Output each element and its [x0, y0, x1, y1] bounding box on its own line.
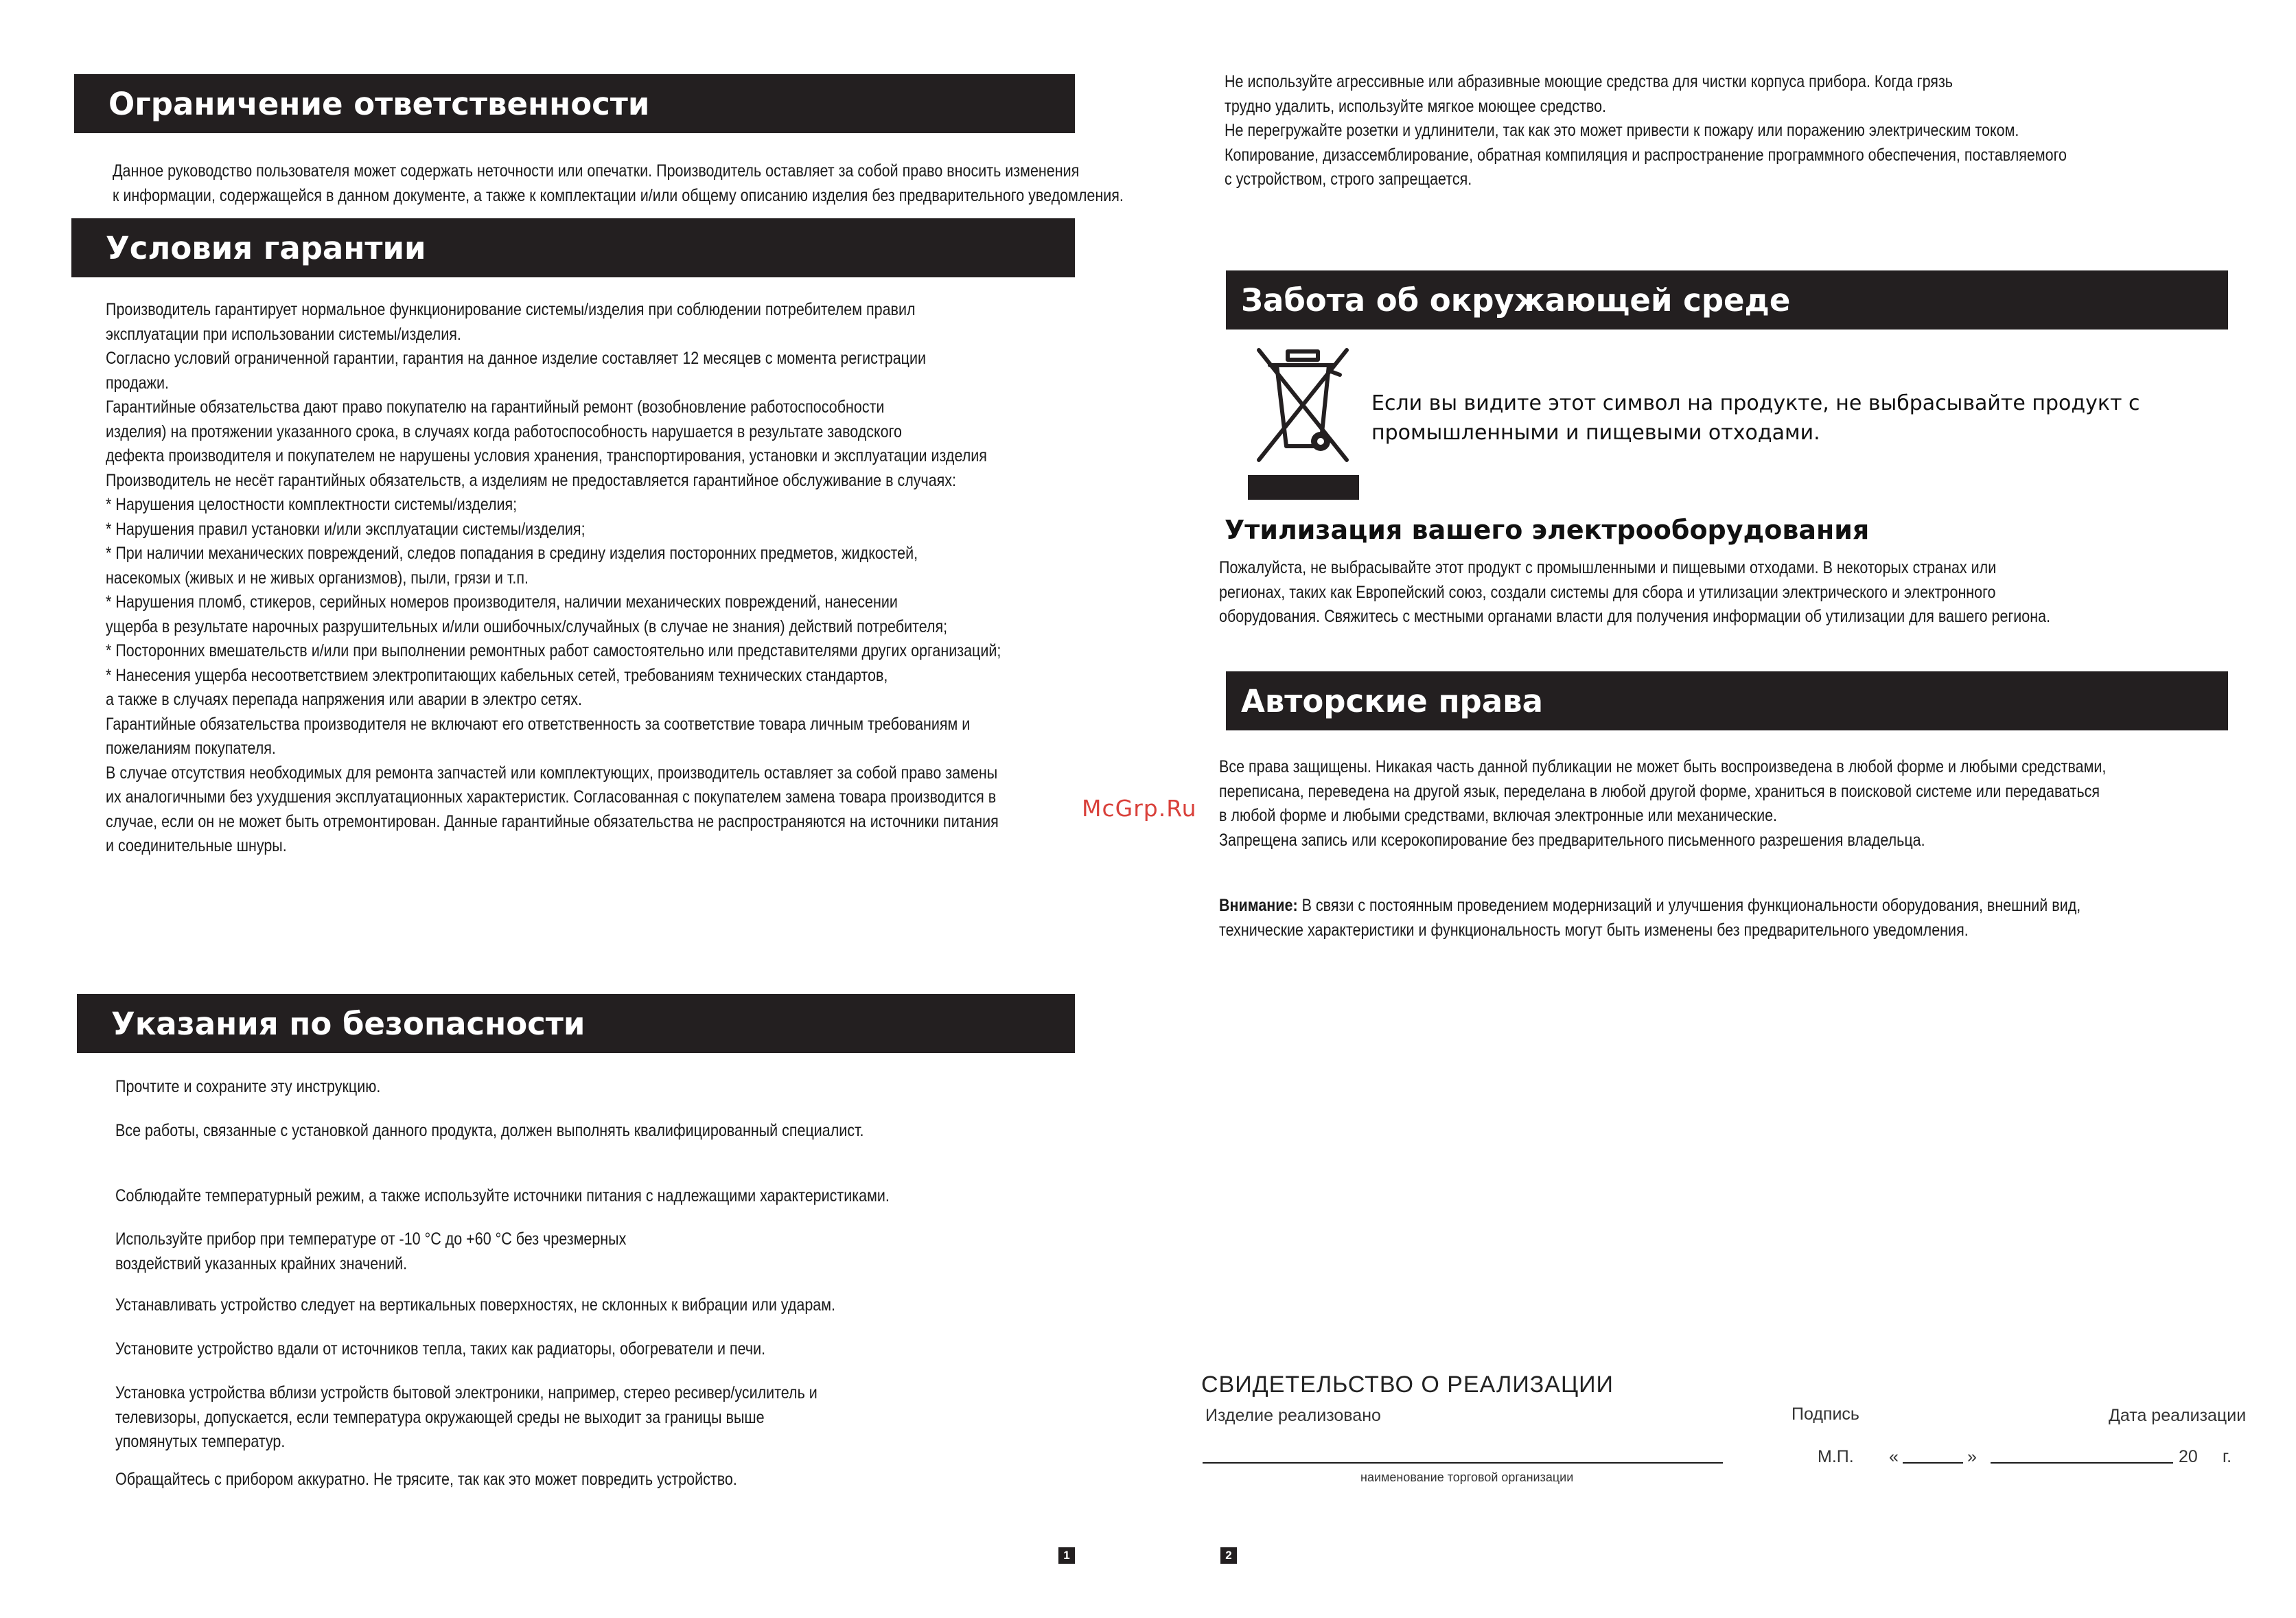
safety-item: Установите устройство вдали от источников тепла, таких как радиаторы, обогреватели и печи. [115, 1339, 766, 1359]
section-header-safety [77, 994, 1075, 1053]
organization-caption: наименование торговой организации [1360, 1470, 1574, 1484]
safety-item: Соблюдайте температурный режим, а также используйте источники питания с надлежащими характеристиками. [115, 1186, 890, 1205]
cleaning-text: Не используйте агрессивные или абразивные моющие средства для чистки корпуса прибора. Когда грязь трудно удалить, используйте мягкое моющее средство. Не перегружайте розетки и удлинители, так как это может привести к пожару или поражению электрическим током. Копирование, дизассемблирование, обратная компиляция и распространение программного обеспечения, поставляемого с устройством, строго запрещается. [1225, 72, 2067, 189]
safety-item: Все работы, связанные с установкой данного продукта, должен выполнять квалифицированный специалист. [115, 1121, 864, 1140]
certificate-title: СВИДЕТЕЛЬСТВО О РЕАЛИЗАЦИИ [1201, 1372, 1614, 1398]
environment-symbol-text: Если вы видите этот символ на продукте, не выбрасывайте продукт с промышленными и пищевыми отходами. [1371, 391, 2140, 445]
liability-title: Ограничение ответственности [108, 85, 650, 122]
date-label: Дата реализации [2109, 1406, 2247, 1425]
copyright-title: Авторские права [1241, 682, 1543, 719]
disposal-title: Утилизация вашего электрооборудования [1225, 515, 1870, 545]
safety-title: Указания по безопасности [111, 1005, 585, 1042]
safety-item: Установка устройства вблизи устройств бытовой электроники, например, стерео ресивер/усилитель и телевизоры, допускается, если температура окружающей среды не выходит за границы выше упомянутых температур. [115, 1383, 817, 1451]
section-header-liability [74, 74, 1075, 133]
year-prefix: 20 [2179, 1447, 2198, 1466]
safety-item: Используйте прибор при температуре от -10 °С до +60 °С без чрезмерных воздействий указанных крайних значений. [115, 1229, 627, 1273]
liability-text: Данное руководство пользователя может содержать неточности или опечатки. Производитель оставляет за собой право вносить изменения к информации, содержащейся в данном документе, а также к комплектации и/или общему описанию изделия без предварительного уведомления. [113, 161, 1124, 205]
environment-title: Забота об окружающей среде [1241, 281, 1791, 319]
signature-label: Подпись [1791, 1405, 1859, 1424]
page-number-2: 2 [1220, 1547, 1237, 1564]
safety-item: Прочтите и сохраните эту инструкцию. [115, 1077, 381, 1096]
attention-label: Внимание: [1219, 896, 1298, 915]
quote-close: » [1967, 1447, 1977, 1466]
day-line[interactable] [1903, 1462, 1963, 1464]
attention-text: Внимание: В связи с постоянным проведением модернизаций и улучшения функциональности оборудования, внешний вид, технические характеристики и функциональность могут быть изменены без предварительного уведомления. [1219, 896, 2081, 940]
watermark: McGrp.Ru [1082, 795, 1197, 822]
section-header-warranty [71, 218, 1075, 277]
year-suffix: г. [2223, 1447, 2232, 1466]
quote-open: « [1889, 1447, 1899, 1466]
safety-item: Обращайтесь с прибором аккуратно. Не трясите, так как это может повредить устройство. [115, 1470, 737, 1489]
organization-line[interactable] [1203, 1462, 1723, 1464]
sold-label: Изделие реализовано [1205, 1406, 1381, 1425]
warranty-text: Производитель гарантирует нормальное функционирование системы/изделия при соблюдении потребителем правил эксплуатации при использовании системы/изделия. Согласно условий ограниченной гарантии, гарантия на данное изделие составляет 12 месяцев с момента регистрации продажи. Гарантийные обязательства дают право покупателю на гарантийный ремонт (возобновление работоспособности изделия) на протяжении указанного срока, в случаях когда работоспособность нарушается в результате заводского дефекта производителя и покупателем не нарушены условия хранения, транспортирования, установки и эксплуатации изделия Производитель не несёт гарантийных обязательств, а изделиям не предоставляется гарантийное обслуживание в случаях: * Нарушения целостности комплектности системы/изделия; * Нарушения правил установки и/или эксплуатации системы/изделия; * При наличии механических повреждений, следов попадания в средину изделия посторонних предметов, жидкостей, насекомых (живых и не живых организмов), пыли, грязи и т.п. * Нарушения пломб, стикеров, серийных номеров производителя, наличии механических повреждений, нанесении ущерба в результате нарочных разрушительных и/или ошибочных/случайных (в случае не знания) действий потребителя; * Посторонних вмешательств и/или при выполнении ремонтных работ самостоятельно или представителями других организаций; * Нанесения ущерба несоответствием электропитающих кабельных сетей, требованиям технических стандартов, а также в случаях перепада напряжения или аварии в электро сетях. Гарантийные обязательства производителя не включают его ответственность за соответствие товара личным требованиям и пожеланиям покупателя. В случае отсутствия необходимых для ремонта запчастей или комплектующих, производитель оставляет за собой право замены их аналогичными без ухудшения эксплуатационных характеристик. Согласованная с покупателем замена товара производится в случае, если он не может быть отремонтирован. Данные гарантийные обязательства не распространяются на источники питания и соединительные шнуры. [106, 300, 1001, 855]
crossed-bin-icon [1244, 343, 1360, 501]
section-header-environment [1226, 270, 2228, 330]
disposal-text: Пожалуйста, не выбрасывайте этот продукт с промышленными и пищевыми отходами. В некоторых странах или регионах, таких как Европейский союз, создали системы для сбора и утилизации электрического и электронного оборудования. Свяжитесь с местными органами власти для получения информации об утилизации для вашего региона. [1219, 558, 2051, 626]
month-line[interactable] [1991, 1462, 2173, 1464]
stamp-label: М.П. [1818, 1447, 1854, 1466]
section-header-copyright [1226, 671, 2228, 730]
copyright-text: Все права защищены. Никакая часть данной публикации не может быть воспроизведена в любой форме и любыми средствами, переписана, переведена на другой язык, переделана в любой другой форме, храниться в поисковой системе или передаваться в любой форме и любыми средствами, включая электронные или механические. Запрещена запись или ксерокопирование без предварительного письменного разрешения владельца. [1219, 757, 2107, 850]
warranty-title: Условия гарантии [106, 229, 426, 266]
safety-item: Устанавливать устройство следует на вертикальных поверхностях, не склонных к вибрации или ударам. [115, 1295, 836, 1315]
page-number-1: 1 [1058, 1547, 1075, 1564]
